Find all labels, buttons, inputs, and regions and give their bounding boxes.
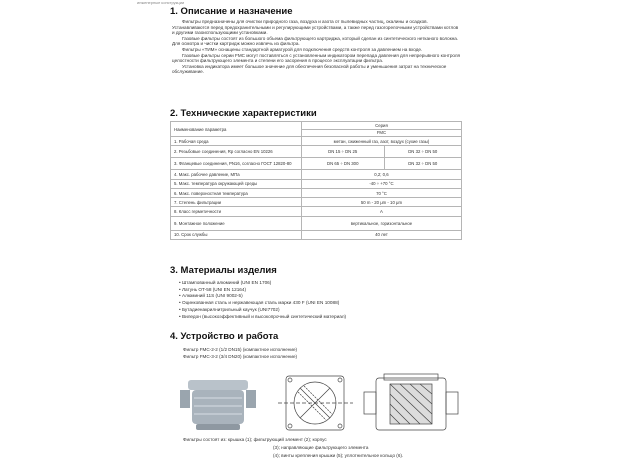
param-value: A: [301, 207, 461, 216]
table-row: [171, 230, 462, 239]
description-paragraph: Фильтры предназначены для очистки природного газа, воздуха и азота от пылевидных частиц, окалины и осадков. Устанавливаются перед предохранительными и регулирующими устройствами, а также перед газогорелочными устройствами котлов и другими газоиспользующими установками.: [172, 19, 459, 36]
device-caption: Фильтр FMC-3-2 (3/4 DN20) (компактное исполнение): [183, 354, 298, 359]
param-value: 70 °C: [301, 188, 461, 197]
filter-photo: [180, 380, 256, 430]
param-value: DN 32 ÷ DN 50: [384, 158, 462, 170]
section-title-description: 1. Описание и назначение: [170, 6, 293, 17]
description-paragraph: Установка индикатора имеет большое значение для обеспечения безопасной работы и уменьшения затрат на техническое обслуживание.: [172, 63, 447, 75]
description-paragraph: Фильтры «ТИМ» оснащены стандартной арматурой для подключения средств контроля за давлением на входе.: [182, 46, 423, 52]
param-value: 0,2; 0,6: [301, 170, 461, 179]
table-header-model: FMC: [301, 129, 461, 137]
param-name: 10. Срок службы: [171, 230, 302, 239]
param-name: 6. Макс. поверхностная температура: [171, 188, 302, 197]
header-tag: инженерные конструкции: [137, 0, 185, 5]
section-title-specs: 2. Технические характеристики: [170, 108, 317, 119]
list-item: • Латунь OT-58 (UNI EN 12164): [179, 287, 346, 294]
param-name: 8. Класс герметичности: [171, 207, 302, 216]
list-item: • Бутадиенакрилнитрильный каучук (UNI7702): [179, 307, 346, 314]
table-row: [171, 216, 462, 230]
param-value: метан, сжиженный газ, азот, воздух (сухие газы): [301, 137, 461, 146]
param-name: 9. Монтажное положение: [171, 216, 302, 230]
param-value: вертикальное, горизонтальное: [301, 216, 461, 230]
table-row: [171, 179, 462, 188]
filter-top-view-drawing: [278, 376, 353, 430]
description-paragraph: Газовые фильтры состоят из большого объема фильтрующего картриджа, который сделан из синтетического нетканого волокна. Для осмотра и чистки картридж можно извлечь из фильтра.: [172, 35, 459, 47]
filter-drawings: [178, 368, 462, 436]
table-row: [171, 158, 462, 170]
param-name: 3. Фланцевые соединения, PN16, согласно ГОСТ 12820-80: [171, 158, 302, 170]
materials-list: [179, 280, 346, 320]
table-row: [171, 170, 462, 179]
table-header-series: Серия: [301, 122, 461, 130]
description-text: [172, 19, 462, 75]
list-item: • Алюминий 11S (UNI 9002-5): [179, 293, 346, 300]
legend-line: (4); винты крепления крышки (5); уплотнительное кольцо (6).: [273, 453, 404, 458]
param-name: 5. Макс. температура окружающей среды: [171, 179, 302, 188]
param-value: -40 ÷ +70 °C: [301, 179, 461, 188]
legend-line: Фильтры состоят из: крышка (1); фильтрующий элемент (2); корпус: [183, 437, 327, 442]
param-value: 40 лет: [301, 230, 461, 239]
legend-line: (3); направляющие фильтрующего элемента: [273, 445, 369, 450]
param-value: 50 m - 20 μm - 10 μm: [301, 198, 461, 207]
param-name: 4. Макс. рабочее давление, МПа: [171, 170, 302, 179]
param-value: DN 32 ÷ DN 50: [384, 146, 462, 158]
table-row: [171, 198, 462, 207]
table-row: [171, 207, 462, 216]
table-header-row: [171, 122, 462, 130]
table-row: [171, 146, 462, 158]
param-value: DN 15 ÷ DN 25: [301, 146, 384, 158]
spec-table: [170, 121, 462, 240]
device-caption: Фильтр FMC-2-2 (1/2 DN15) (компактное исполнение): [183, 347, 298, 352]
section-title-device: 4. Устройство и работа: [170, 331, 279, 342]
param-name: 1. Рабочая среда: [171, 137, 302, 146]
list-item: • Оцинкованная сталь и нержавеющая сталь марки 430 F (UNI EN 10088): [179, 300, 346, 307]
param-name: 2. Резьбовые соединения, Rp согласно EN 10226: [171, 146, 302, 158]
filter-section-drawing: [364, 374, 458, 430]
list-item: • Штампованный алюминий (UNI EN 1706): [179, 280, 346, 287]
list-item: • Виледон (высокоэффективный и высокопрочный синтетический материал): [179, 314, 346, 321]
param-name: 7. Степень фильтрации: [171, 198, 302, 207]
table-row: [171, 188, 462, 197]
section-title-materials: 3. Материалы изделия: [170, 265, 277, 276]
table-header-param: Наименование параметра: [171, 122, 302, 137]
description-paragraph: Газовые фильтры серии FMC могут поставляться с установленным индикатором перепада давления для непрерывного контроля целостности фильтрующего элемента и степени его засорения в процессе эксплуатации фильтра.: [172, 52, 461, 64]
param-value: DN 65 ÷ DN 300: [301, 158, 384, 170]
table-row: [171, 137, 462, 146]
